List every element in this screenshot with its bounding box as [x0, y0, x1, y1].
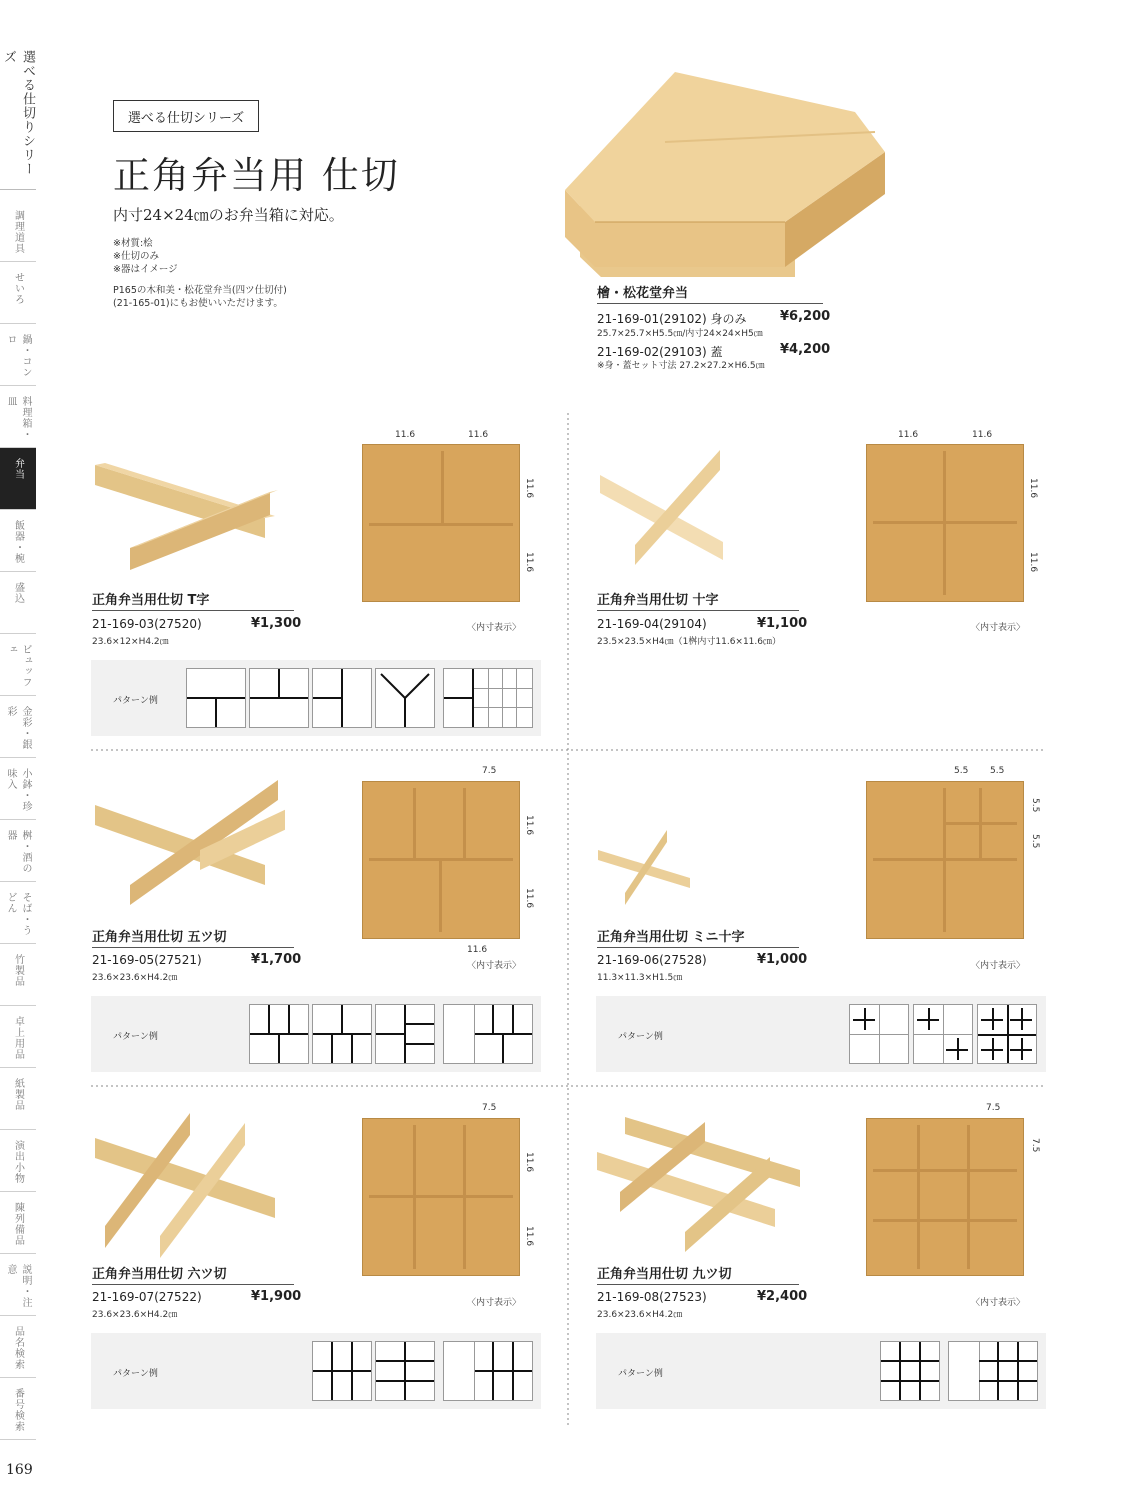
cross-divider-line — [597, 610, 799, 611]
t-name: 正角弁当用仕切 T字 — [92, 593, 210, 608]
pattern-thumb — [249, 668, 309, 728]
box-body-code: 21-169-01(29102) 身のみ — [597, 312, 747, 326]
five-name: 正角弁当用仕切 五ツ切 — [92, 930, 227, 945]
pattern-thumb — [312, 1004, 372, 1064]
t-divider-line — [92, 610, 294, 611]
pattern-thumb — [443, 1004, 533, 1064]
nine-price: ¥2,400 — [757, 1289, 808, 1304]
mini-price: ¥1,000 — [757, 952, 808, 967]
sidebar-tab-label: 金彩・銀彩 — [5, 706, 31, 750]
pattern-thumb — [375, 1341, 435, 1401]
six-name: 正角弁当用仕切 六ツ切 — [92, 1267, 227, 1282]
nine-divider-image — [595, 1112, 810, 1257]
box-body-price: ¥6,200 — [780, 309, 831, 324]
t-dim-side-1: 11.6 — [524, 478, 534, 499]
six-dim-side-1: 11.6 — [524, 1152, 534, 1173]
six-pattern-label: パターン例 — [113, 1369, 158, 1379]
five-dim-side-1: 11.6 — [524, 815, 534, 836]
cross-tray-image — [866, 444, 1024, 602]
t-dim-side-2: 11.6 — [524, 552, 534, 573]
mini-dim-top-1: 5.5 — [954, 766, 969, 776]
sidebar-tab-label: せいろ — [12, 272, 24, 305]
nine-pattern-panel — [596, 1333, 1046, 1409]
nine-tray-image — [866, 1118, 1024, 1276]
page-title: 正角弁当用 仕切 — [113, 154, 400, 197]
sidebar-tab-label: 品名検索 — [12, 1326, 24, 1370]
box-lid-code: 21-169-02(29103) 蓋 — [597, 345, 723, 359]
six-divider-image — [90, 1108, 285, 1258]
five-dim: 23.6×23.6×H4.2㎝ — [92, 973, 178, 983]
six-dim: 23.6×23.6×H4.2㎝ — [92, 1310, 178, 1320]
sidebar-tab-label: 卓上用品 — [12, 1016, 24, 1060]
six-divider-line — [92, 1284, 294, 1285]
pattern-thumb — [375, 1004, 435, 1064]
mini-dim-side-2: 5.5 — [1030, 834, 1040, 849]
six-dim-top: 7.5 — [482, 1103, 497, 1113]
sidebar-tab-label: そば・うどん — [5, 892, 31, 936]
box-lid-price: ¥4,200 — [780, 342, 831, 357]
pattern-thumb — [948, 1341, 1038, 1401]
six-tray-image — [362, 1118, 520, 1276]
sidebar-tab-label: 盛込 — [12, 582, 24, 604]
five-divider-line — [92, 947, 294, 948]
pattern-thumb — [977, 1004, 1037, 1064]
pattern-thumb — [375, 668, 435, 728]
nine-inner-note: 〈内寸表示〉 — [971, 1298, 1026, 1308]
nine-dim: 23.6×23.6×H4.2㎝ — [597, 1310, 683, 1320]
mini-dim-side-1: 5.5 — [1030, 798, 1040, 813]
sidebar-tab-label: 説明・注意 — [5, 1264, 31, 1308]
sidebar-tab-label: 小鉢・珍味入 — [5, 768, 31, 812]
mini-divider-line — [597, 947, 799, 948]
six-pattern-panel — [91, 1333, 541, 1409]
nine-code: 21-169-08(27523) — [597, 1290, 707, 1304]
sidebar-tab-label: 桝・酒の器 — [5, 830, 31, 874]
pattern-thumb — [249, 1004, 309, 1064]
box-name: 檜・松花堂弁当 — [597, 286, 689, 301]
cross-dim-side-2: 11.6 — [1028, 552, 1038, 573]
five-code: 21-169-05(27521) — [92, 953, 202, 967]
cross-name: 正角弁当用仕切 十字 — [597, 593, 719, 608]
five-price: ¥1,700 — [251, 952, 302, 967]
five-dim-top: 7.5 — [482, 766, 497, 776]
mini-pattern-panel — [596, 996, 1046, 1072]
t-tray-image — [362, 444, 520, 602]
mini-dim-top-2: 5.5 — [990, 766, 1005, 776]
pattern-thumb — [312, 668, 372, 728]
cross-dim-top-2: 11.6 — [972, 430, 993, 440]
sidebar-tab-label: 弁当 — [12, 458, 24, 480]
pattern-thumb — [443, 668, 533, 728]
five-pattern-label: パターン例 — [113, 1032, 158, 1042]
t-dim-top-2: 11.6 — [468, 430, 489, 440]
t-pattern-panel — [91, 660, 541, 736]
five-inner-note: 〈内寸表示〉 — [467, 961, 522, 971]
five-dim-bottom: 11.6 — [467, 945, 488, 955]
t-dim-top-1: 11.6 — [395, 430, 416, 440]
series-badge: 選べる仕切シリーズ — [113, 100, 259, 132]
mini-name: 正角弁当用仕切 ミニ十字 — [597, 930, 745, 945]
mini-dim: 11.3×11.3×H1.5㎝ — [597, 973, 683, 983]
cross-inner-note: 〈内寸表示〉 — [971, 623, 1026, 633]
cross-price: ¥1,100 — [757, 616, 808, 631]
nine-dim-top: 7.5 — [986, 1103, 1001, 1113]
cross-code: 21-169-04(29104) — [597, 617, 707, 631]
mini-code: 21-169-06(27528) — [597, 953, 707, 967]
mini-inner-note: 〈内寸表示〉 — [971, 961, 1026, 971]
nine-pattern-label: パターン例 — [618, 1369, 663, 1379]
pattern-thumb — [849, 1004, 909, 1064]
nine-divider-line — [597, 1284, 799, 1285]
t-dim: 23.6×12×H4.2㎝ — [92, 637, 169, 647]
sidebar-tab-label: 竹製品 — [12, 954, 24, 987]
sidebar-tab-label: ビュッフェ — [5, 644, 31, 688]
pattern-thumb — [443, 1341, 533, 1401]
cross-dim-top-1: 11.6 — [898, 430, 919, 440]
cross-dim-side-1: 11.6 — [1028, 478, 1038, 499]
sidebar-tab-label: 番号検索 — [12, 1388, 24, 1432]
subtitle: 内寸24×24㎝のお弁当箱に対応。 — [113, 206, 344, 224]
six-inner-note: 〈内寸表示〉 — [467, 1298, 522, 1308]
t-inner-note: 〈内寸表示〉 — [467, 623, 522, 633]
box-lid-dim: ※身・蓋セット寸法 27.2×27.2×H6.5㎝ — [597, 361, 765, 371]
t-price: ¥1,300 — [251, 616, 302, 631]
sidebar-tab-label: 調理道具 — [12, 210, 24, 254]
reference-line-2: (21-165-01)にもお使いいただけます。 — [113, 298, 283, 309]
six-price: ¥1,900 — [251, 1289, 302, 1304]
five-dim-side-2: 11.6 — [524, 888, 534, 909]
sidebar-tab-label: 陳列備品 — [12, 1202, 24, 1246]
five-tray-image — [362, 781, 520, 939]
nine-dim-side: 7.5 — [1030, 1138, 1040, 1153]
pattern-thumb — [186, 668, 246, 728]
reference-line-1: P165の木和美・松花堂弁当(四ツ仕切付) — [113, 285, 287, 296]
t-code: 21-169-03(27520) — [92, 617, 202, 631]
mini-pattern-label: パターン例 — [618, 1032, 663, 1042]
note-image: ※器はイメージ — [113, 264, 178, 275]
six-dim-side-2: 11.6 — [524, 1226, 534, 1247]
six-code: 21-169-07(27522) — [92, 1290, 202, 1304]
t-divider-image — [90, 460, 285, 575]
five-divider-image — [90, 775, 285, 910]
page-number: 169 — [6, 1462, 33, 1478]
mini-cross-divider-image — [595, 830, 705, 910]
sidebar-tab-label: 飯器・椀 — [12, 520, 24, 564]
pattern-thumb — [913, 1004, 973, 1064]
five-pattern-panel — [91, 996, 541, 1072]
pattern-thumb — [312, 1341, 372, 1401]
sidebar-series-title: 選べる仕切りシリーズ — [0, 40, 36, 190]
mini-tray-image — [866, 781, 1024, 939]
pattern-thumb — [880, 1341, 940, 1401]
cross-dim: 23.5×23.5×H4㎝（1桝内寸11.6×11.6㎝） — [597, 637, 781, 647]
note-divider-only: ※仕切のみ — [113, 251, 159, 262]
sidebar-tab-label: 紙製品 — [12, 1078, 24, 1111]
cross-divider-image — [595, 445, 735, 575]
t-pattern-label: パターン例 — [113, 696, 158, 706]
note-material: ※材質:桧 — [113, 238, 153, 249]
sidebar-tab-label: 料理箱・皿 — [5, 396, 31, 440]
nine-name: 正角弁当用仕切 九ツ切 — [597, 1267, 732, 1282]
sidebar-tab-label: 演出小物 — [12, 1140, 24, 1184]
box-body-dim: 25.7×25.7×H5.5㎝/内寸24×24×H5㎝ — [597, 329, 763, 339]
sidebar-tab-label: 鍋・コンロ — [5, 334, 31, 378]
